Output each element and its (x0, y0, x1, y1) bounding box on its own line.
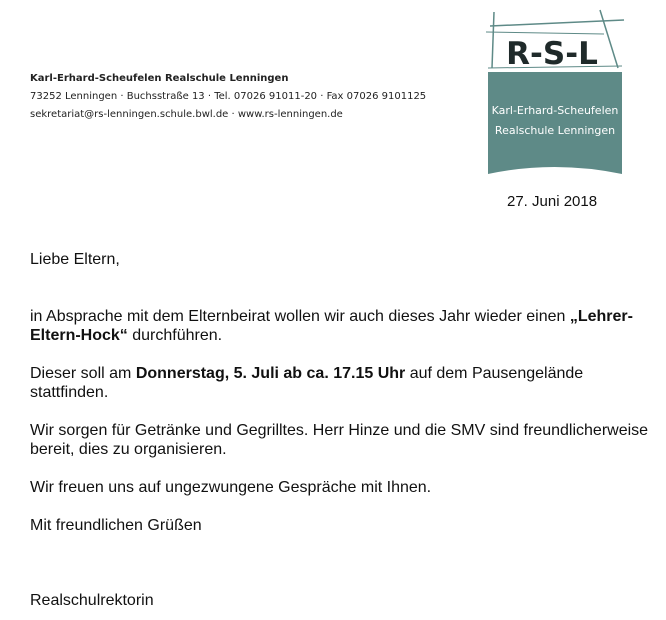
letter-date: 27. Juni 2018 (507, 193, 598, 210)
logo-subtitle (489, 101, 621, 141)
paragraph-1 (30, 307, 650, 345)
logo-graphic (484, 8, 626, 178)
logo-mark: R-S-L (506, 36, 598, 72)
sender-block (30, 70, 450, 124)
logo-line-left (492, 12, 494, 68)
school-address: 73252 Lenningen · Buchsstraße 13 · Tel. 07026 91011-20 · Fax 07026 9101125 (30, 91, 427, 102)
paragraph-2 (30, 364, 650, 402)
p2-bold: Donnerstag, 5. Juli ab ca. 17.15 Uhr (135, 365, 406, 382)
logo-line2: Realschule Lenningen (494, 124, 616, 137)
letter-body (30, 250, 650, 610)
p1-text-b: durchführen. (127, 327, 223, 344)
school-name: Karl-Erhard-Scheufelen Realschule Lenningen (30, 73, 289, 84)
salutation: Liebe Eltern, (30, 251, 120, 268)
logo-line-top2 (486, 32, 604, 34)
signature: Realschulrektorin (30, 592, 154, 609)
paragraph-4: Wir freuen uns auf ungezwungene Gespräche mit Ihnen. (30, 479, 432, 496)
logo-line1: Karl-Erhard-Scheufelen (491, 104, 619, 117)
p1-bold: „Lehrer-Eltern-Hock“ (30, 308, 633, 344)
p2-text-a: Dieser soll am (30, 365, 136, 382)
closing: Mit freundlichen Grüßen (30, 517, 202, 534)
school-logo (484, 8, 626, 178)
school-contact: sekretariat@rs-lenningen.schule.bwl.de · www.rs-lenningen.de (30, 109, 343, 120)
p2-text-b: auf dem Pausengelände stattfinden. (30, 365, 584, 401)
logo-line-right (600, 10, 618, 68)
paragraph-3: Wir sorgen für Getränke und Gegrilltes. Herr Hinze und die SMV sind freundlicherweise bereit, dies zu organisieren. (30, 422, 649, 458)
p1-text-a: in Absprache mit dem Elternbeirat wollen wir auch dieses Jahr wieder einen (30, 308, 570, 325)
